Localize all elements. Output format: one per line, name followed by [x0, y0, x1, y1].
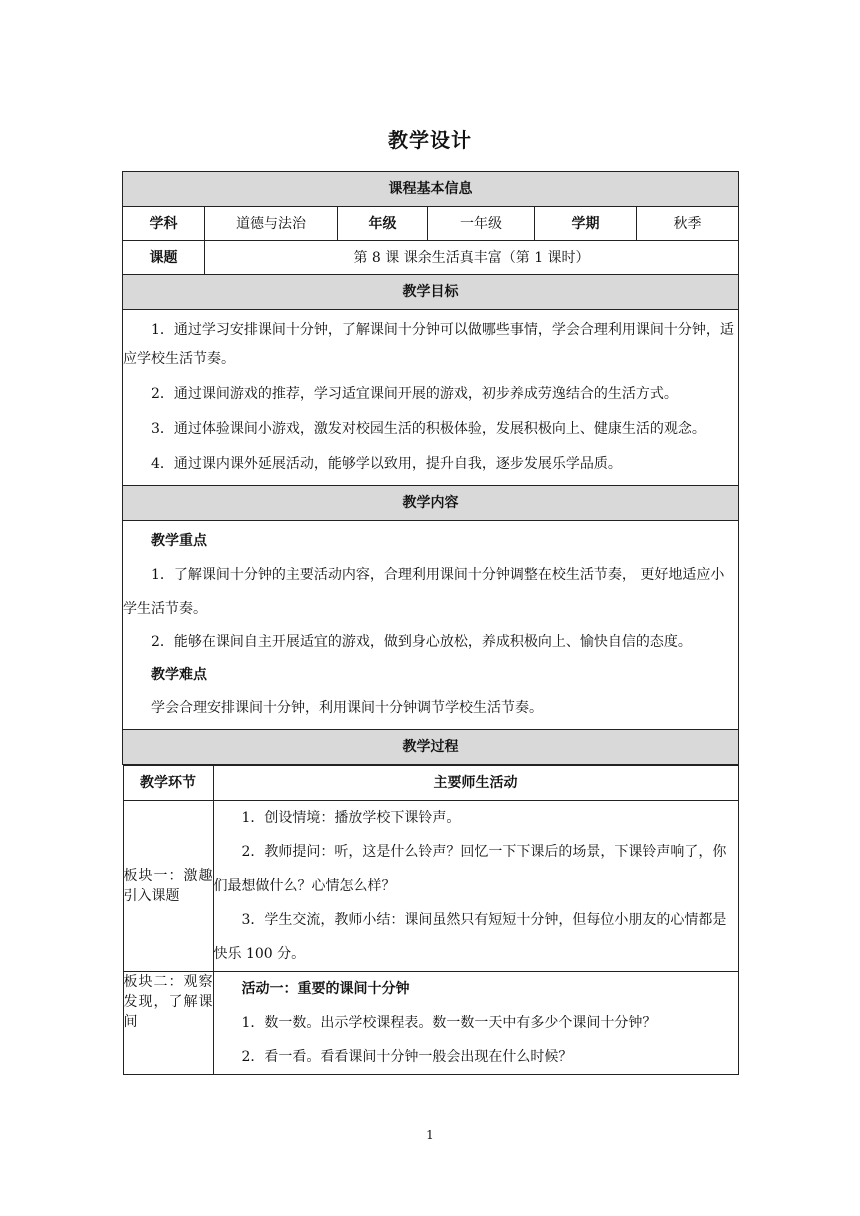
process-row: [123, 801, 738, 972]
section-header-content: 教学内容: [123, 486, 739, 521]
objective-item: 1．通过学习安排课间十分钟，了解课间十分钟可以做哪些事情，学会合理利用课间十分钟，适应学校生活节奏。: [123, 322, 734, 367]
key-point-item: 1．了解课间十分钟的主要活动内容，合理利用课间十分钟调整在校生活节奏， 更好地适应小学生活节奏。: [123, 567, 725, 617]
term-label: 学期: [535, 207, 637, 241]
document-title: 教学设计: [388, 128, 472, 152]
content-body: [123, 521, 739, 730]
subject-value: 道德与法治: [205, 207, 338, 241]
process-col-activity: 主要师生活动: [213, 766, 738, 801]
key-points-title: 教学重点: [151, 533, 207, 549]
process-activity: [213, 972, 738, 1075]
difficulty-text: 学会合理安排课间十分钟，利用课间十分钟调节学校生活节奏。: [151, 700, 543, 716]
subject-label: 学科: [123, 207, 205, 241]
process-item: 1．数一数。出示学校课程表。数一数一天中有多少个课间十分钟？: [241, 1015, 657, 1031]
process-item: 1．创设情境：播放学校下课铃声。: [241, 810, 461, 826]
section-header-process: 教学过程: [123, 730, 739, 765]
key-point-item: 2．能够在课间自主开展适宜的游戏，做到身心放松，养成积极向上、愉快自信的态度。: [151, 634, 692, 650]
lesson-plan-table: [122, 171, 739, 1075]
objectives-body: [123, 310, 739, 486]
grade-value: 一年级: [428, 207, 535, 241]
difficulty-title: 教学难点: [151, 667, 207, 683]
term-value: 秋季: [637, 207, 739, 241]
objective-item: 4．通过课内课外延展活动，能够学以致用，提升自我，逐步发展乐学品质。: [151, 456, 622, 472]
process-stage: 板块二：观察发现，了解课间: [123, 972, 213, 1075]
process-item: 3．学生交流，教师小结：课间虽然只有短短十分钟，但每位小朋友的心情都是快乐 100 分。: [213, 912, 727, 962]
process-item: 2．教师提问：听，这是什么铃声？回忆一下下课后的场景，下课铃声响了，你们最想做什么？心情怎么样？: [213, 844, 727, 894]
section-header-objectives: 教学目标: [123, 275, 739, 310]
process-table-wrapper: [123, 765, 739, 1076]
process-activity: [213, 801, 738, 972]
topic-value: 第 8 课 课余生活真丰富（第 1 课时）: [205, 241, 739, 275]
process-stage: 板块一：激趣引入课题: [123, 801, 213, 972]
section-header-basic-info: 课程基本信息: [123, 172, 739, 207]
process-table: [123, 765, 739, 1075]
process-col-stage: 教学环节: [123, 766, 213, 801]
grade-label: 年级: [338, 207, 428, 241]
process-item: 2．看一看。看看课间十分钟一般会出现在什么时候？: [241, 1049, 573, 1065]
objective-item: 2．通过课间游戏的推荐，学习适宜课间开展的游戏，初步养成劳逸结合的生活方式。: [151, 386, 678, 402]
objective-item: 3．通过体验课间小游戏，激发对校园生活的积极体验，发展积极向上、健康生活的观念。: [151, 421, 706, 437]
process-row: [123, 972, 738, 1075]
topic-label: 课题: [123, 241, 205, 275]
activity-title: 活动一：重要的课间十分钟: [241, 981, 410, 997]
page-number: 1: [426, 1128, 434, 1142]
